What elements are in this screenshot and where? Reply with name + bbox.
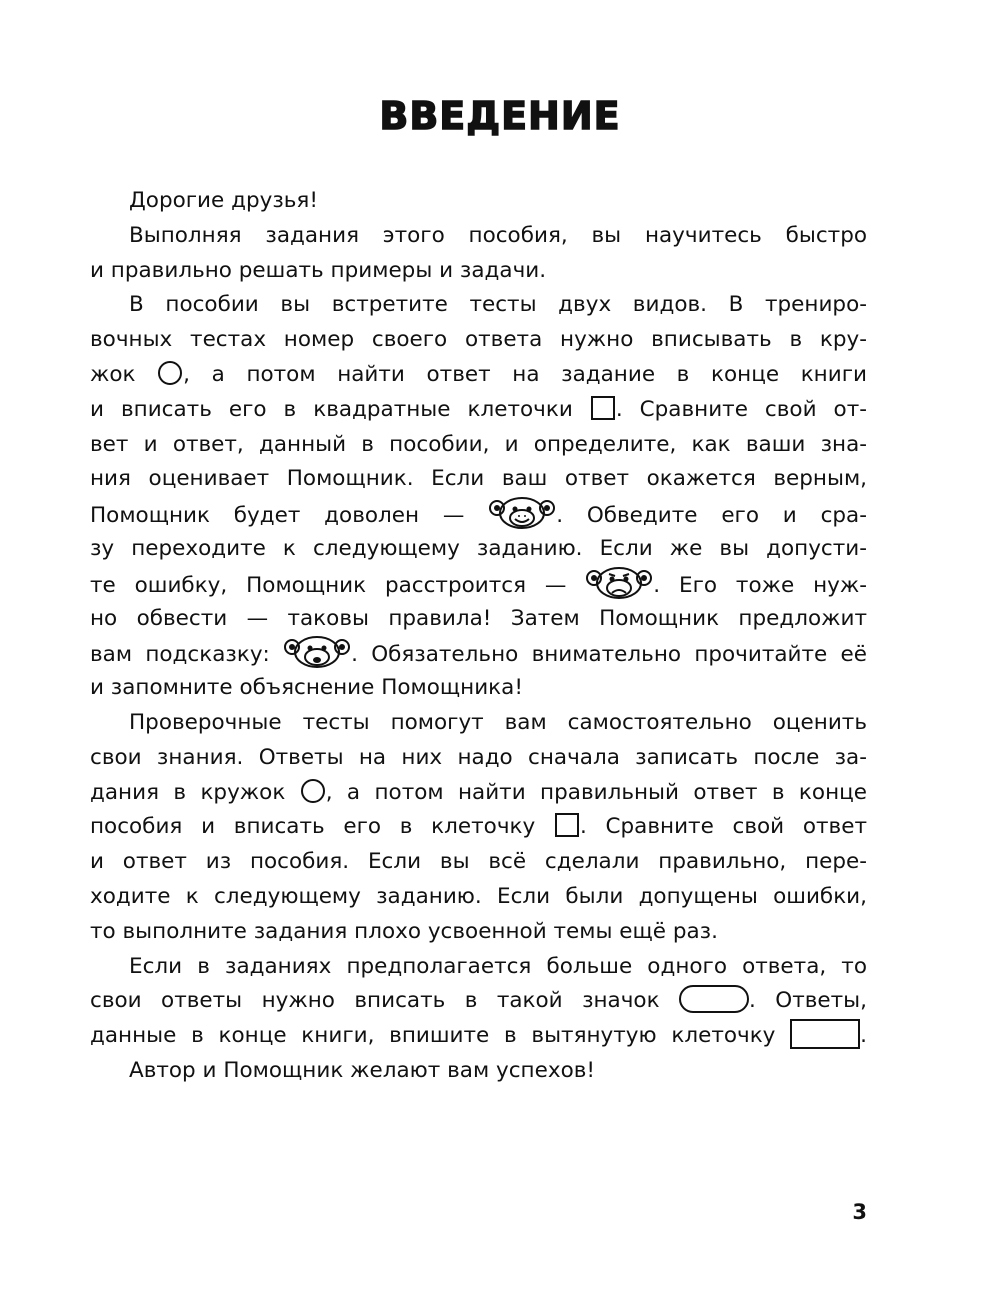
text-fragment: те ошибку, Помощник расстроится — — [90, 572, 567, 598]
text-line — [90, 636, 867, 671]
text-line: Выполняя задания этого пособия, вы научитесь быстро — [129, 222, 867, 248]
text-line: вет и ответ, данный в пособии, и определите, как ваши зна- — [90, 431, 867, 457]
text-line — [90, 393, 867, 428]
text-fragment: . Обведите его и сра- — [556, 503, 867, 529]
text-line: ния оценивает Помощник. Если ваш ответ окажется верным, — [90, 466, 867, 492]
answer-circle-icon — [301, 779, 325, 803]
page-title: ВВЕДЕНИЕ — [379, 94, 621, 138]
text-fragment: пособия и вписать его в клеточку — [90, 814, 536, 840]
text-line — [90, 1019, 867, 1054]
answer-square-icon — [591, 396, 615, 420]
text-line: свои знания. Ответы на них надо сначала записать после за- — [90, 744, 867, 770]
text-fragment: дания в кружок — [90, 779, 286, 805]
hint-monkey-icon — [283, 632, 351, 670]
text-line — [90, 184, 867, 219]
sad-monkey-icon — [585, 563, 653, 601]
text-fragment: . Обязательно внимательно прочитайте её — [351, 642, 868, 668]
text-line — [90, 776, 867, 811]
multi-answer-oval-icon — [679, 985, 749, 1013]
text-line: но обвести — таковы правила! Затем Помощник предложит — [90, 605, 867, 631]
text-fragment: свои ответы нужно вписать в такой значок — [90, 988, 660, 1014]
text-line: и правильно решать примеры и задачи. — [90, 257, 547, 283]
text-line: В пособии вы встретите тесты двух видов. В трениро- — [129, 292, 867, 318]
text-line — [90, 984, 867, 1019]
text-fragment: . Сравните свой от- — [615, 396, 867, 422]
text-line — [90, 497, 867, 532]
text-fragment: Помощник будет доволен — — [90, 503, 465, 529]
text-line: Проверочные тесты помогут вам самостоятельно оценить — [129, 709, 867, 735]
text-line: то выполните задания плохо усвоенной темы ещё раз. — [90, 918, 718, 944]
text-line: ходите к следующему заданию. Если были допущены ошибки, — [90, 883, 867, 909]
answer-square-icon — [555, 813, 579, 837]
text-line — [90, 810, 867, 845]
multi-answer-rect-icon — [790, 1019, 860, 1049]
greeting: Дорогие друзья! — [129, 188, 318, 213]
text-fragment: данные в конце книги, впишите в вытянутую клеточку — [90, 1023, 776, 1049]
page-number: 3 — [852, 1200, 867, 1224]
text-line — [90, 358, 867, 393]
text-fragment: . Его тоже нуж- — [653, 572, 867, 598]
text-fragment: , а потом найти ответ на задание в конце книги — [183, 361, 867, 387]
text-line: вочных тестах номер своего ответа нужно вписывать в кру- — [90, 327, 867, 353]
text-fragment: и вписать его в квадратные клеточки — [90, 396, 573, 422]
text-line: Автор и Помощник желают вам успехов! — [129, 1057, 596, 1083]
answer-circle-icon — [158, 361, 182, 385]
text-line: Если в заданиях предполагается больше одного ответа, то — [129, 953, 867, 979]
happy-monkey-icon — [488, 493, 556, 531]
text-fragment: , а потом найти правильный ответ в конце — [325, 779, 867, 805]
intro-text — [90, 184, 867, 1089]
text-fragment: . Сравните свой ответ — [579, 814, 867, 840]
text-fragment: вам подсказку: — [90, 642, 270, 668]
text-fragment: . — [860, 1023, 868, 1049]
text-fragment: жок — [90, 361, 136, 387]
text-line: зу переходите к следующему заданию. Если же вы допусти- — [90, 535, 867, 561]
text-fragment: . Ответы, — [749, 988, 867, 1014]
text-line — [90, 567, 867, 602]
text-line: и запомните объяснение Помощника! — [90, 675, 523, 701]
text-line: и ответ из пособия. Если вы всё сделали правильно, пере- — [90, 849, 867, 875]
